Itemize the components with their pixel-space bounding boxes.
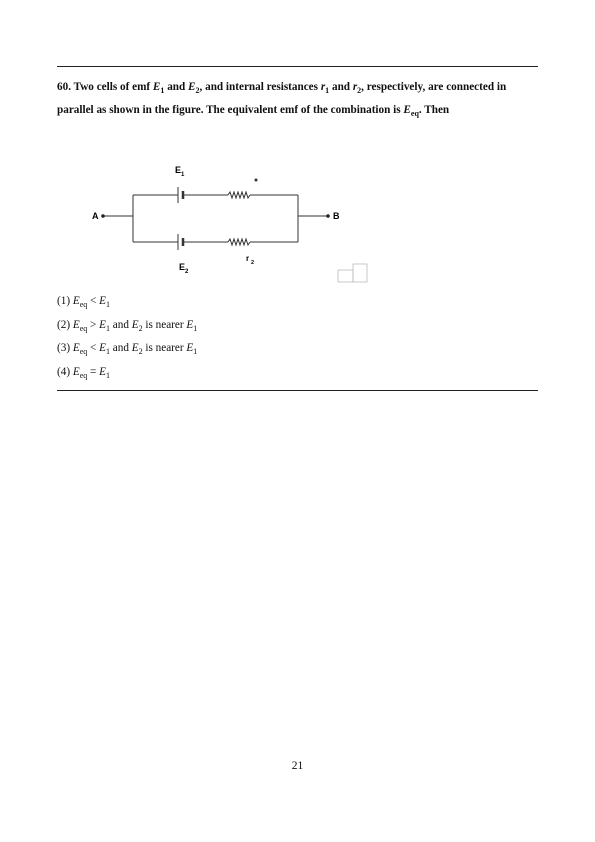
resistor-top-label-mark: [255, 179, 257, 181]
cell-bottom-sub: 2: [185, 269, 189, 275]
cell-top-sub: 1: [181, 172, 185, 178]
page-number: 21: [291, 760, 304, 772]
option-4: (4) $E_{eq} = E_1$: [57, 366, 110, 381]
resistor-top: [228, 192, 250, 198]
cell-top-label: E: [175, 165, 182, 175]
option-3: (3) $E_{eq} < E_1$ and $E_2$ is nearer $E_1$: [57, 342, 198, 357]
terminal-a-label: A: [92, 211, 99, 221]
faint-scan-mark: [338, 264, 367, 282]
question-text: 60. Two cells of emf $E_1$ and $E_2$, and internal resistances $r_1$ and $r_2$, respectively, are connected in parallel as shown in the figure. The equivalent emf of the combination is $E_{eq}$. Then: [57, 81, 507, 119]
answer-options: [57, 290, 457, 385]
circuit-figure: [88, 158, 388, 288]
option-1: (1) $E_{eq} < E_1$: [57, 295, 110, 310]
question-number: 60.: [57, 81, 71, 93]
top-rule: [57, 66, 538, 67]
terminal-b-label: B: [333, 211, 340, 221]
resistor-bottom-sub: 2: [251, 260, 255, 266]
cell-bottom-label: E: [179, 262, 186, 272]
terminal-a-dot: [101, 214, 105, 218]
circuit-diagram: [88, 158, 388, 288]
terminal-b-dot: [326, 214, 330, 218]
resistor-bottom: [228, 239, 250, 245]
bottom-rule: [57, 390, 538, 391]
resistor-bottom-label: r: [246, 254, 250, 263]
option-2: (2) $E_{eq} > E_1$ and $E_2$ is nearer $E_1$: [57, 318, 198, 333]
